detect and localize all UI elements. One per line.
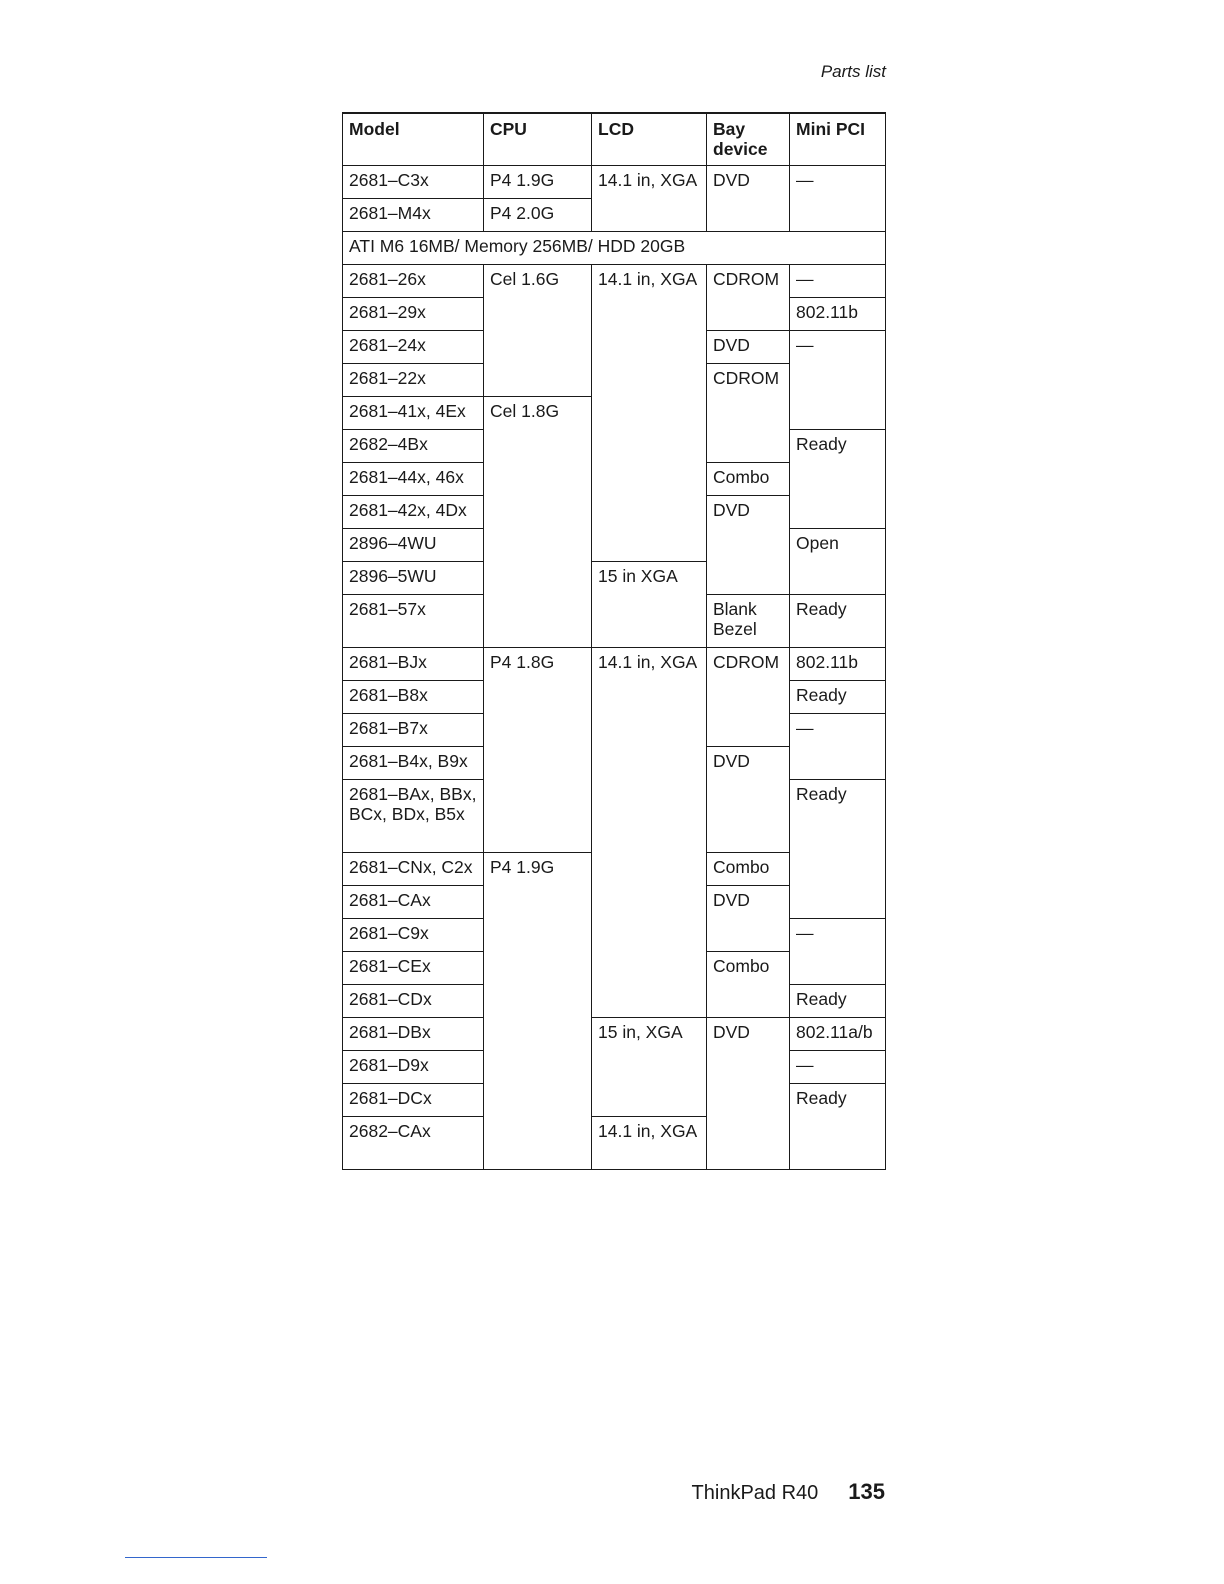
table-header-row: [343, 113, 886, 166]
model-cell: 2681–24x: [343, 331, 484, 364]
column-header-mini-pci: Mini PCI: [790, 113, 886, 166]
bay-cell: Combo: [707, 463, 790, 496]
model-cell: 2681–BJx: [343, 648, 484, 681]
bay-cell: Combo: [707, 853, 790, 886]
table-row: [343, 265, 886, 298]
cpu-cell: P4 2.0G: [484, 199, 592, 232]
model-cell: 2681–CDx: [343, 985, 484, 1018]
lcd-cell: 14.1 in, XGA: [592, 166, 707, 232]
lcd-cell: 15 in, XGA: [592, 1018, 707, 1117]
column-header-lcd: LCD: [592, 113, 707, 166]
minipci-cell: Open: [790, 529, 886, 595]
column-header-bay-device: Bay device: [707, 113, 790, 166]
bay-cell: Combo: [707, 952, 790, 1018]
table-row: [343, 648, 886, 681]
minipci-cell: Ready: [790, 1084, 886, 1170]
minipci-cell: —: [790, 166, 886, 232]
bay-cell: CDROM: [707, 364, 790, 463]
column-header-cpu: CPU: [484, 113, 592, 166]
cpu-cell: Cel 1.6G: [484, 265, 592, 397]
model-cell: 2681–M4x: [343, 199, 484, 232]
minipci-cell: Ready: [790, 681, 886, 714]
model-cell: 2681–29x: [343, 298, 484, 331]
model-cell: 2681–B8x: [343, 681, 484, 714]
page-number: 135: [848, 1479, 885, 1504]
lcd-cell: 14.1 in, XGA: [592, 1117, 707, 1170]
minipci-cell: Ready: [790, 985, 886, 1018]
minipci-cell: Ready: [790, 780, 886, 919]
configuration-note: ATI M6 16MB/ Memory 256MB/ HDD 20GB: [343, 232, 886, 265]
model-cell: 2681–44x, 46x: [343, 463, 484, 496]
parts-table: [342, 112, 886, 1170]
model-cell: 2896–5WU: [343, 562, 484, 595]
minipci-cell: Ready: [790, 430, 886, 529]
minipci-cell: 802.11b: [790, 648, 886, 681]
cpu-cell: P4 1.9G: [484, 166, 592, 199]
bay-cell: CDROM: [707, 265, 790, 331]
model-cell: 2681–CEx: [343, 952, 484, 985]
bay-cell: Blank Bezel: [707, 595, 790, 648]
model-cell: 2681–DBx: [343, 1018, 484, 1051]
model-cell: 2681–22x: [343, 364, 484, 397]
model-cell: 2681–CNx, C2x: [343, 853, 484, 886]
minipci-cell: —: [790, 1051, 886, 1084]
column-header-model: Model: [343, 113, 484, 166]
model-cell: 2681–41x, 4Ex: [343, 397, 484, 430]
model-cell: 2896–4WU: [343, 529, 484, 562]
table-note-row: [343, 232, 886, 265]
page-footer: [692, 1479, 885, 1505]
minipci-cell: 802.11b: [790, 298, 886, 331]
model-cell: 2681–DCx: [343, 1084, 484, 1117]
minipci-cell: Ready: [790, 595, 886, 648]
minipci-cell: —: [790, 919, 886, 985]
bay-cell: CDROM: [707, 648, 790, 747]
lcd-cell: 14.1 in, XGA: [592, 648, 707, 1018]
cpu-cell: P4 1.9G: [484, 853, 592, 1170]
model-cell: 2681–C9x: [343, 919, 484, 952]
cpu-cell: P4 1.8G: [484, 648, 592, 853]
table-row: [343, 166, 886, 199]
bay-cell: DVD: [707, 166, 790, 232]
model-cell: 2681–26x: [343, 265, 484, 298]
model-cell: 2681–42x, 4Dx: [343, 496, 484, 529]
minipci-cell: —: [790, 331, 886, 430]
minipci-cell: —: [790, 714, 886, 780]
model-cell: 2681–57x: [343, 595, 484, 648]
model-cell: 2681–C3x: [343, 166, 484, 199]
bay-cell: DVD: [707, 886, 790, 952]
minipci-cell: 802.11a/b: [790, 1018, 886, 1051]
bay-cell: DVD: [707, 331, 790, 364]
lcd-cell: 15 in XGA: [592, 562, 707, 648]
bay-cell: DVD: [707, 496, 790, 595]
model-cell: 2682–4Bx: [343, 430, 484, 463]
running-header: Parts list: [820, 62, 886, 81]
model-cell: 2681–CAx: [343, 886, 484, 919]
model-cell: 2682–CAx: [343, 1117, 484, 1170]
minipci-cell: —: [790, 265, 886, 298]
bay-cell: DVD: [707, 747, 790, 853]
model-cell: 2681–B4x, B9x: [343, 747, 484, 780]
model-cell: 2681–B7x: [343, 714, 484, 747]
cpu-cell: Cel 1.8G: [484, 397, 592, 648]
footnote-rule: [125, 1557, 267, 1558]
model-cell: 2681–D9x: [343, 1051, 484, 1084]
table-row: [343, 1018, 886, 1051]
book-title: ThinkPad R40: [691, 1482, 819, 1504]
bay-cell: DVD: [707, 1018, 790, 1170]
model-cell: 2681–BAx, BBx, BCx, BDx, B5x: [343, 780, 484, 853]
lcd-cell: 14.1 in, XGA: [592, 265, 707, 562]
